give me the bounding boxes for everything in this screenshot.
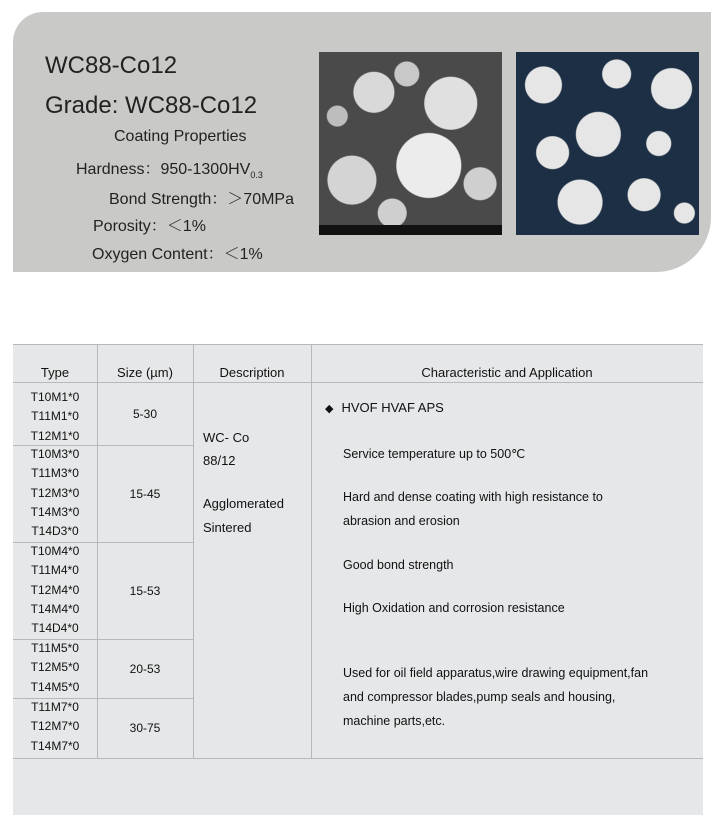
hardness-line-1: Hard and dense coating with high resistance to: [343, 490, 603, 504]
temperature-line: Service temperature up to 500℃: [343, 447, 526, 461]
application-line-1: Used for oil field apparatus,wire drawing equipment,fan: [343, 666, 649, 680]
sem-scale-bar: [319, 225, 502, 235]
hardness-subscript: 0.3: [250, 170, 263, 180]
bond-strength-value: Bond Strength：＞70MPa: [109, 191, 294, 208]
header-size: Size (µm): [117, 365, 173, 380]
bullet-diamond-icon: ◆: [325, 403, 334, 415]
column-divider: [311, 344, 312, 758]
size-cell: 30-75: [129, 721, 161, 735]
processes-line: ◆ HVOF HVAF APS: [325, 400, 444, 415]
header-type: Type: [40, 365, 70, 380]
header-card: [13, 12, 711, 272]
header-characteristic: Characteristic and Application: [421, 365, 593, 380]
sem-particle-image: [319, 52, 502, 235]
size-cell: 15-53: [129, 584, 161, 598]
description-composition: WC- Co: [203, 430, 250, 445]
table-bottom-divider: [13, 758, 703, 759]
hardness-value: Hardness：$950-1300HV_{0.3}$: [76, 161, 263, 180]
oxidation-line: High Oxidation and corrosion resistance: [343, 601, 565, 615]
bond-line: Good bond strength: [343, 558, 454, 572]
type-group-1: T10M1*0 T11M1*0 T12M1*0: [30, 390, 80, 443]
description-process-1: Agglomerated: [203, 496, 284, 511]
table-top-border: [13, 344, 703, 345]
grade-title: Grade: WC88-Co12: [45, 92, 258, 119]
size-cell: 20-53: [129, 662, 161, 676]
coating-properties-label: Coating Properties: [114, 128, 247, 145]
oxygen-content-value: Oxygen Content：＜1%: [92, 246, 263, 263]
type-group-4: T11M5*0 T12M5*0 T14M5*0: [30, 641, 80, 694]
type-group-5: T11M7*0 T12M7*0 T14M7*0: [30, 700, 80, 753]
description-ratio: 88/12: [203, 453, 236, 468]
column-divider: [193, 344, 194, 758]
spec-table: [13, 344, 703, 815]
hardness-line-2: abrasion and erosion: [343, 514, 460, 528]
header-divider: [13, 382, 703, 383]
application-line-2: and compressor blades,pump seals and housing,: [343, 690, 616, 704]
application-line-3: machine parts,etc.: [343, 714, 446, 728]
cross-section-image: [516, 52, 699, 235]
porosity-value: Porosity：＜1%: [93, 218, 206, 235]
header-description: Description: [219, 365, 285, 380]
size-cell: 5-30: [132, 407, 158, 421]
description-process-2: Sintered: [203, 520, 252, 535]
type-group-3: T10M4*0 T11M4*0 T12M4*0 T14M4*0 T14D4*0: [30, 544, 80, 636]
type-group-2: T10M3*0 T11M3*0 T12M3*0 T14M3*0 T14D3*0: [30, 447, 80, 539]
product-title: WC88-Co12: [45, 52, 178, 79]
size-cell: 15-45: [129, 487, 161, 501]
